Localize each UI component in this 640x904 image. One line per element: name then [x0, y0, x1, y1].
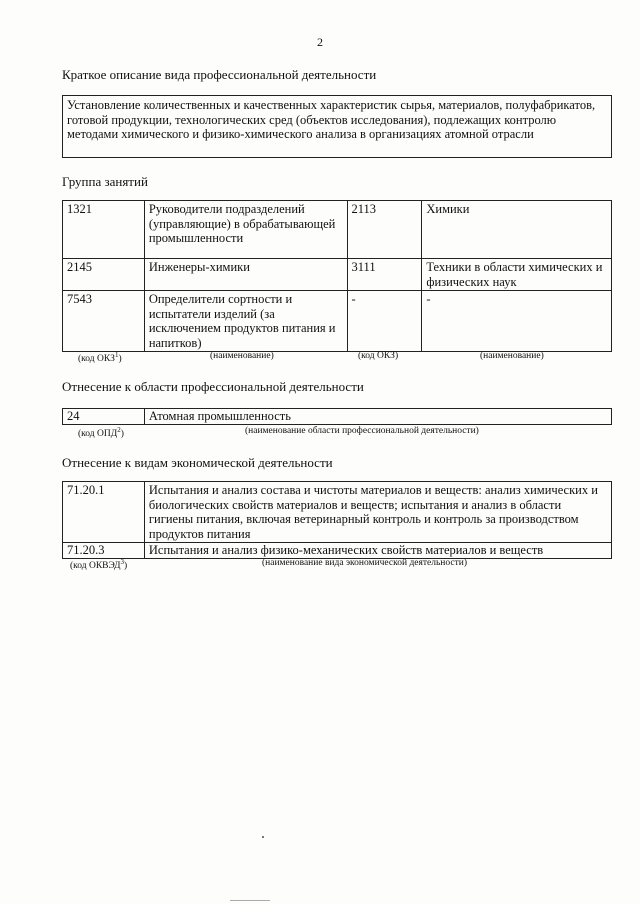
- okz-name-cell: Руководители подразделений (управляющие) в обрабатывающей промышленности: [144, 201, 347, 259]
- okz-name-cell: -: [422, 291, 612, 352]
- okved-code-cell: 71.20.3: [63, 543, 145, 559]
- table-row: [63, 291, 612, 352]
- okz-code-cell: 7543: [63, 291, 145, 352]
- okz-name-cell: Определители сортности и испытатели изделий (за исключением продуктов питания и напитков): [144, 291, 347, 352]
- okz-name-cell: Инженеры-химики: [144, 259, 347, 291]
- caption-opd-code: (код ОПД$^2$): [78, 426, 124, 440]
- table-row: [63, 543, 612, 559]
- okz-code-cell: 2145: [63, 259, 145, 291]
- description-text: Установление количественных и качественных характеристик сырья, материалов, полуфабрикатов, готовой продукции, технологических сред (объектов исследования), подлежащих контролю методами химического и физико-химического анализа в организациях атомной отрасли: [67, 98, 596, 141]
- scan-speck: [262, 836, 264, 838]
- caption-okz-code-2: (код ОКЗ): [358, 351, 399, 361]
- caption-okz-code: (код ОКЗ$^1$): [78, 351, 122, 365]
- caption-okz-name: (наименование): [210, 351, 274, 361]
- description-box: [62, 95, 612, 158]
- page-number: 2: [317, 35, 323, 49]
- economic-heading: Отнесение к видам экономической деятельности: [62, 455, 333, 470]
- caption-okz-name-2: (наименование): [480, 351, 544, 361]
- description-heading: Краткое описание вида профессиональной деятельности: [62, 67, 377, 82]
- okved-code-cell: 71.20.1: [63, 482, 145, 543]
- okz-code-cell: 2113: [347, 201, 422, 259]
- occupations-heading: Группа занятий: [62, 174, 148, 189]
- caption-okved-code: (код ОКВЭД$^3$): [70, 558, 128, 572]
- okved-name-cell: Испытания и анализ состава и чистоты материалов и веществ: анализ химических и биологических свойств материалов и веществ; испытания и анализ в области гигиены питания, включая ветеринарный контроль и контроль за производством продуктов питания: [144, 482, 611, 543]
- okz-name-cell: Химики: [422, 201, 612, 259]
- area-heading: Отнесение к области профессиональной деятельности: [62, 379, 364, 394]
- scan-edge-mark: [230, 900, 270, 901]
- table-row: [63, 482, 612, 543]
- okz-name-cell: Техники в области химических и физических наук: [422, 259, 612, 291]
- okz-code-cell: 3111: [347, 259, 422, 291]
- okz-code-cell: 1321: [63, 201, 145, 259]
- table-row: [63, 259, 612, 291]
- okz-code-cell: -: [347, 291, 422, 352]
- economic-table: [62, 481, 612, 559]
- okved-name-cell: Испытания и анализ физико-механических свойств материалов и веществ: [144, 543, 611, 559]
- table-row: [63, 201, 612, 259]
- caption-opd-name: (наименование области профессиональной деятельности): [245, 426, 479, 436]
- caption-okved-name: (наименование вида экономической деятельности): [262, 558, 467, 568]
- opd-code-cell: 24: [63, 409, 145, 425]
- opd-name-cell: Атомная промышленность: [144, 409, 611, 425]
- area-table: [62, 408, 612, 425]
- occupations-table: [62, 200, 612, 352]
- table-row: [63, 409, 612, 425]
